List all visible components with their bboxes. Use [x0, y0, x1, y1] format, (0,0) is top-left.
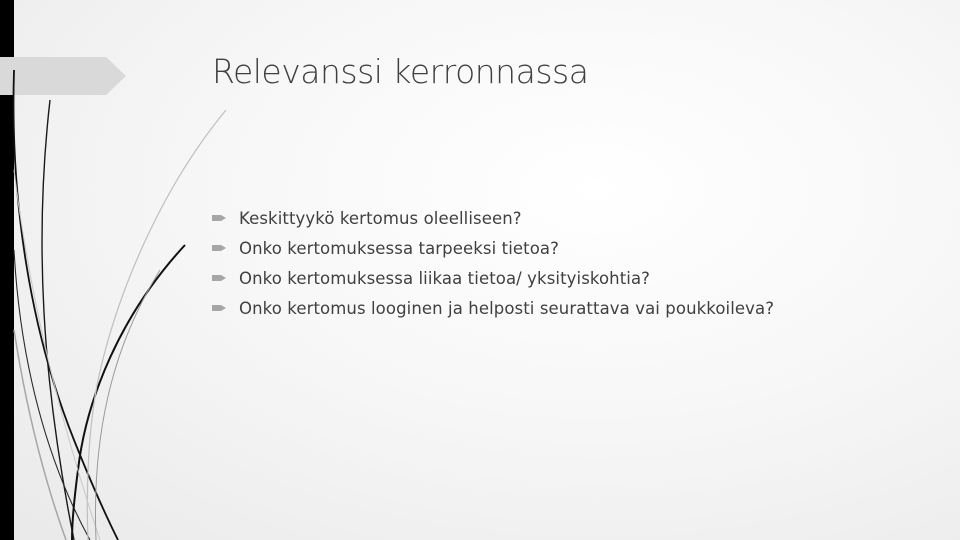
curve-line — [14, 330, 66, 540]
decorative-curves — [0, 0, 230, 540]
bullet-text: Keskittyykö kertomus oleelliseen? — [239, 208, 522, 228]
bullet-text: Onko kertomuksessa tarpeeksi tietoa? — [239, 238, 559, 258]
bullet-text: Onko kertomus looginen ja helposti seurattava vai poukkoileva? — [239, 298, 775, 318]
title-tab-shape — [0, 57, 126, 95]
pencil-icon — [212, 213, 226, 223]
pencil-icon — [212, 273, 226, 283]
list-item — [212, 233, 774, 263]
list-item — [212, 293, 774, 323]
curve-line — [87, 110, 226, 540]
pencil-icon — [212, 243, 226, 253]
list-item — [212, 203, 774, 233]
bullet-list — [212, 203, 774, 323]
list-item — [212, 263, 774, 293]
curve-line — [95, 270, 160, 540]
bullet-text: Onko kertomuksessa liikaa tietoa/ yksityiskohtia? — [239, 268, 651, 288]
slide-title: Relevanssi kerronnassa — [212, 52, 589, 91]
curve-line — [72, 245, 185, 540]
pencil-icon — [212, 303, 226, 313]
curve-line — [42, 100, 74, 540]
curve-line — [14, 70, 119, 540]
